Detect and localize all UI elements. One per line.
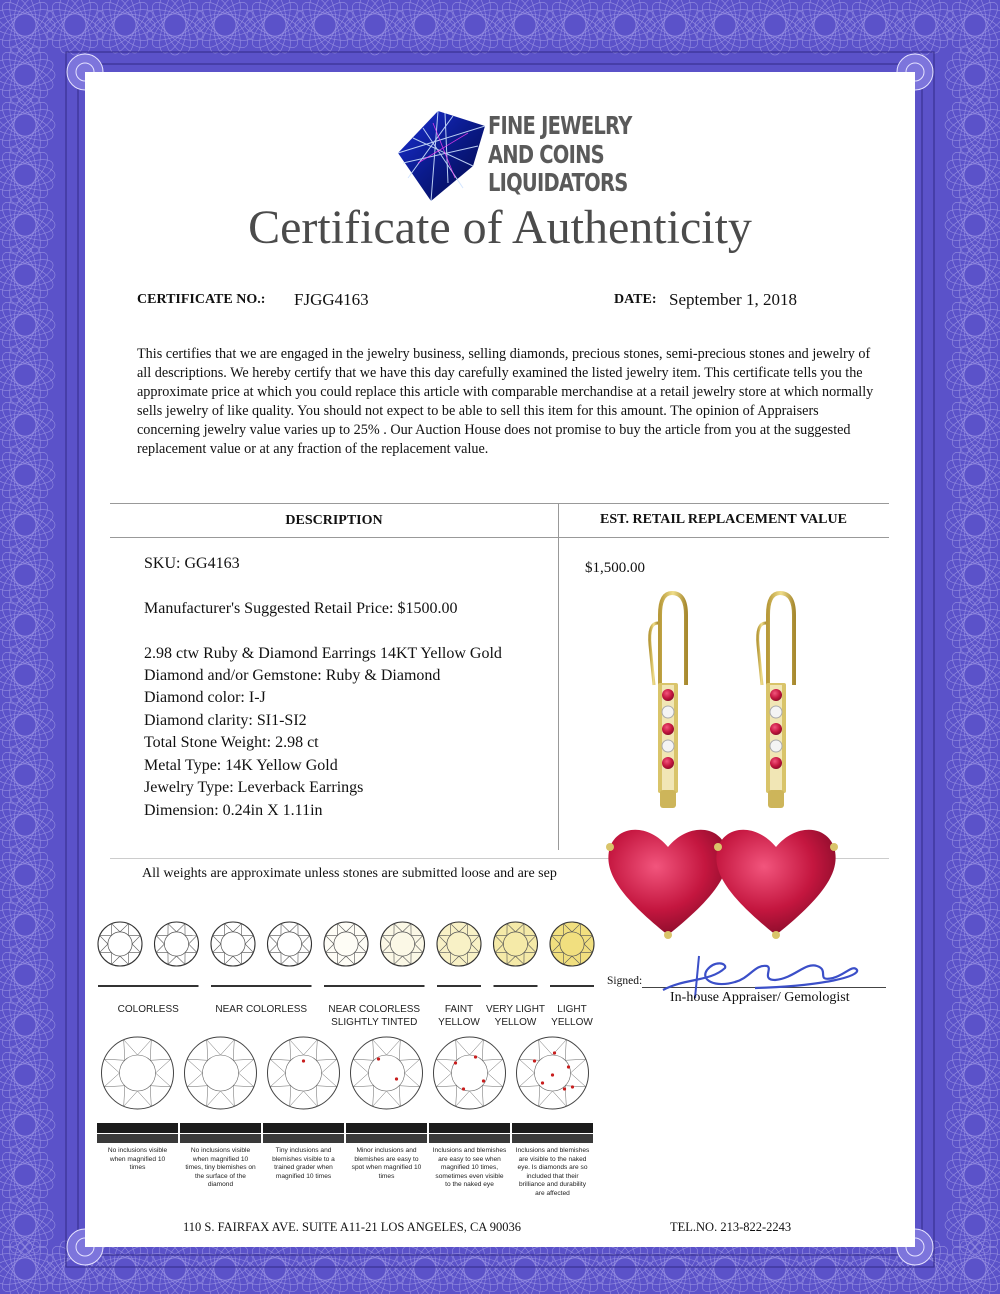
clarity-description-line: times, tiny blemishes on (185, 1164, 256, 1172)
clarity-diamond (185, 1037, 257, 1109)
clarity-description-line: times (378, 1172, 395, 1180)
desc-line: Total Stone Weight: 2.98 ct (144, 734, 319, 751)
clarity-description-line: Minor inclusions and (356, 1147, 417, 1154)
clarity-description-line: blemishes are easy to (354, 1155, 419, 1163)
desc-line: Diamond and/or Gemstone: Ruby & Diamond (144, 667, 441, 684)
clarity-description (262, 1147, 345, 1181)
clarity-description (179, 1147, 262, 1190)
inclusion-mark (567, 1065, 570, 1068)
inclusion-mark (395, 1077, 398, 1080)
clarity-name-band (263, 1134, 344, 1143)
clarity-grade-band (429, 1123, 510, 1133)
desc-line: Metal Type: 14K Yellow Gold (144, 757, 338, 774)
clarity-description-line: the surface of the (195, 1172, 246, 1180)
clarity-description (96, 1147, 179, 1173)
clarity-description (345, 1147, 428, 1181)
clarity-description-line: Tiny inclusions and (275, 1147, 332, 1154)
inclusion-mark (553, 1051, 556, 1054)
date-value: September 1, 2018 (669, 290, 797, 309)
weights-note: All weights are approximate unless stones are submitted loose and are sep (142, 866, 557, 881)
clarity-diamond (434, 1037, 506, 1109)
desc-line: 2.98 ctw Ruby & Diamond Earrings 14KT Yellow Gold (144, 645, 502, 662)
clarity-description-line: magnified 10 times (275, 1172, 332, 1180)
table-top-rule (110, 503, 889, 504)
color-grade-diamond (437, 922, 481, 966)
color-category-line1: FAINT (444, 1004, 474, 1015)
clarity-description-line: to the naked eye (445, 1181, 494, 1189)
clarity-description-line: spot when magnified 10 (351, 1164, 422, 1172)
inclusion-mark (551, 1073, 554, 1076)
clarity-grade-band (180, 1123, 261, 1133)
inclusion-mark (563, 1087, 566, 1090)
clarity-description-line: when magnified 10 (109, 1155, 166, 1163)
desc-line: Jewelry Type: Leverback Earrings (144, 779, 364, 796)
clarity-description (511, 1147, 594, 1199)
color-category-label (512, 1003, 632, 1029)
clarity-grade-band (512, 1123, 593, 1133)
logo-line-1: FINE JEWELRY (488, 111, 632, 140)
clarity-description-line: are easy to see when (438, 1155, 501, 1163)
color-category-line2: SLIGHTLY TINTED (331, 1017, 418, 1028)
clarity-description-line: No inclusions visible (107, 1147, 168, 1154)
gem-logo-icon (393, 108, 493, 204)
clarity-description-line: are visible to the naked (518, 1155, 587, 1163)
clarity-grade-band (97, 1123, 178, 1133)
clarity-description-line: magnified 10 times, (440, 1164, 499, 1172)
clarity-diamond (102, 1037, 174, 1109)
logo-line-2: AND COINS (488, 140, 604, 169)
color-category-line2: YELLOW (438, 1017, 480, 1028)
clarity-name-band (97, 1134, 178, 1143)
color-category-line1: LIGHT (557, 1004, 587, 1015)
color-grade-diamond (98, 922, 142, 966)
color-grade-diamond (155, 922, 199, 966)
inclusion-mark (482, 1079, 485, 1082)
clarity-description-line: No inclusions visible (190, 1147, 251, 1154)
table-divider (558, 503, 559, 850)
inclusion-mark (454, 1061, 457, 1064)
clarity-description-line: Inclusions and blemishes (432, 1147, 507, 1154)
desc-line: Dimension: 0.24in X 1.11in (144, 802, 323, 819)
logo-line-3: LIQUIDATORS (488, 168, 628, 197)
certificate-no-value: FJGG4163 (294, 290, 369, 309)
clarity-description-line: Inclusions and blemishes (515, 1147, 590, 1154)
description-header: DESCRIPTION (285, 513, 383, 528)
clarity-diamond (351, 1037, 423, 1109)
date-label: DATE: (614, 292, 657, 307)
clarity-diamond (517, 1037, 589, 1109)
color-grade-diamond (550, 922, 594, 966)
page-title: Certificate of Authenticity (248, 201, 752, 254)
certificate-no-label: CERTIFICATE NO.: (137, 292, 266, 307)
inclusion-mark (541, 1081, 544, 1084)
color-category-label (201, 1003, 321, 1016)
color-category-label (88, 1003, 208, 1016)
inclusion-mark (377, 1057, 380, 1060)
clarity-name-band (180, 1134, 261, 1143)
color-category-line1: COLORLESS (117, 1004, 179, 1015)
clarity-description-line: blemishes visible to a (272, 1155, 335, 1163)
clarity-description-line: diamond (207, 1181, 234, 1189)
clarity-diamond (268, 1037, 340, 1109)
appraiser-title: In-house Appraiser/ Gemologist (670, 990, 850, 1005)
color-grade-diamond (494, 922, 538, 966)
desc-line: Diamond clarity: SI1-SI2 (144, 712, 307, 729)
color-category-line1: NEAR COLORLESS (328, 1004, 421, 1015)
msrp-text: Manufacturer's Suggested Retail Price: $1500.00 (144, 600, 458, 617)
color-category-line2: YELLOW (494, 1017, 537, 1028)
clarity-name-band (512, 1134, 593, 1143)
replacement-value: $1,500.00 (585, 560, 645, 576)
clarity-description-line: included that their (526, 1172, 579, 1180)
earring (606, 593, 730, 939)
color-grade-diamond (211, 922, 255, 966)
table-header-rule (110, 537, 889, 538)
earrings-photo (598, 585, 838, 955)
color-grade-diamond (324, 922, 368, 966)
color-category-line1: VERY LIGHT (485, 1004, 546, 1015)
footer-address: 110 S. FAIRFAX AVE. SUITE A11-21 LOS ANGELES, CA 90036 (183, 1220, 521, 1234)
clarity-grade-band (346, 1123, 427, 1133)
inclusion-mark (462, 1087, 465, 1090)
clarity-description (428, 1147, 511, 1190)
clarity-description-line: sometimes even visible (435, 1172, 504, 1180)
inclusion-mark (302, 1059, 305, 1062)
clarity-description-line: are affected (535, 1189, 570, 1197)
clarity-description-line: brilliance and durability (518, 1181, 587, 1189)
value-header: EST. RETAIL REPLACEMENT VALUE (600, 512, 847, 527)
inclusion-mark (533, 1059, 536, 1062)
desc-line: Diamond color: I-J (144, 689, 266, 706)
clarity-name-band (346, 1134, 427, 1143)
signed-label: Signed: (607, 975, 643, 987)
color-grade-diamond (268, 922, 312, 966)
clarity-grade-band (263, 1123, 344, 1133)
color-category-line2: YELLOW (551, 1017, 593, 1028)
inclusion-mark (571, 1085, 574, 1088)
color-grade-diamond (381, 922, 425, 966)
clarity-name-band (429, 1134, 510, 1143)
intro-paragraph: This certifies that we are engaged in the jewelry business, selling diamonds, precious stones, semi-precious stones and jewelry of all descriptions. We hereby certify that we have this day carefully examined the listed jewelry item. This certificate tells you the approximate price at which you could replace this article with comparable merchandise at a retail jewelry store at which normally sells jewelry of like quality. You should not expect to be able to sell this item for this amount. The opinion of Appraisers concerning jewelry value varies up to 25% . Our Auction House does not promise to buy the article from you at the suggested replacement value or at any fraction of the replacement value. (137, 346, 874, 457)
clarity-description-line: when magnified 10 (192, 1155, 249, 1163)
sku-text: SKU: GG4163 (144, 555, 240, 572)
clarity-description-line: trained grader when (274, 1164, 333, 1172)
footer-phone: TEL.NO. 213-822-2243 (670, 1220, 792, 1234)
clarity-description-line: times (129, 1164, 146, 1172)
color-category-line1: NEAR COLORLESS (215, 1004, 308, 1015)
inclusion-mark (474, 1055, 477, 1058)
clarity-description-line: eye. Is diamonds are so (517, 1164, 588, 1172)
